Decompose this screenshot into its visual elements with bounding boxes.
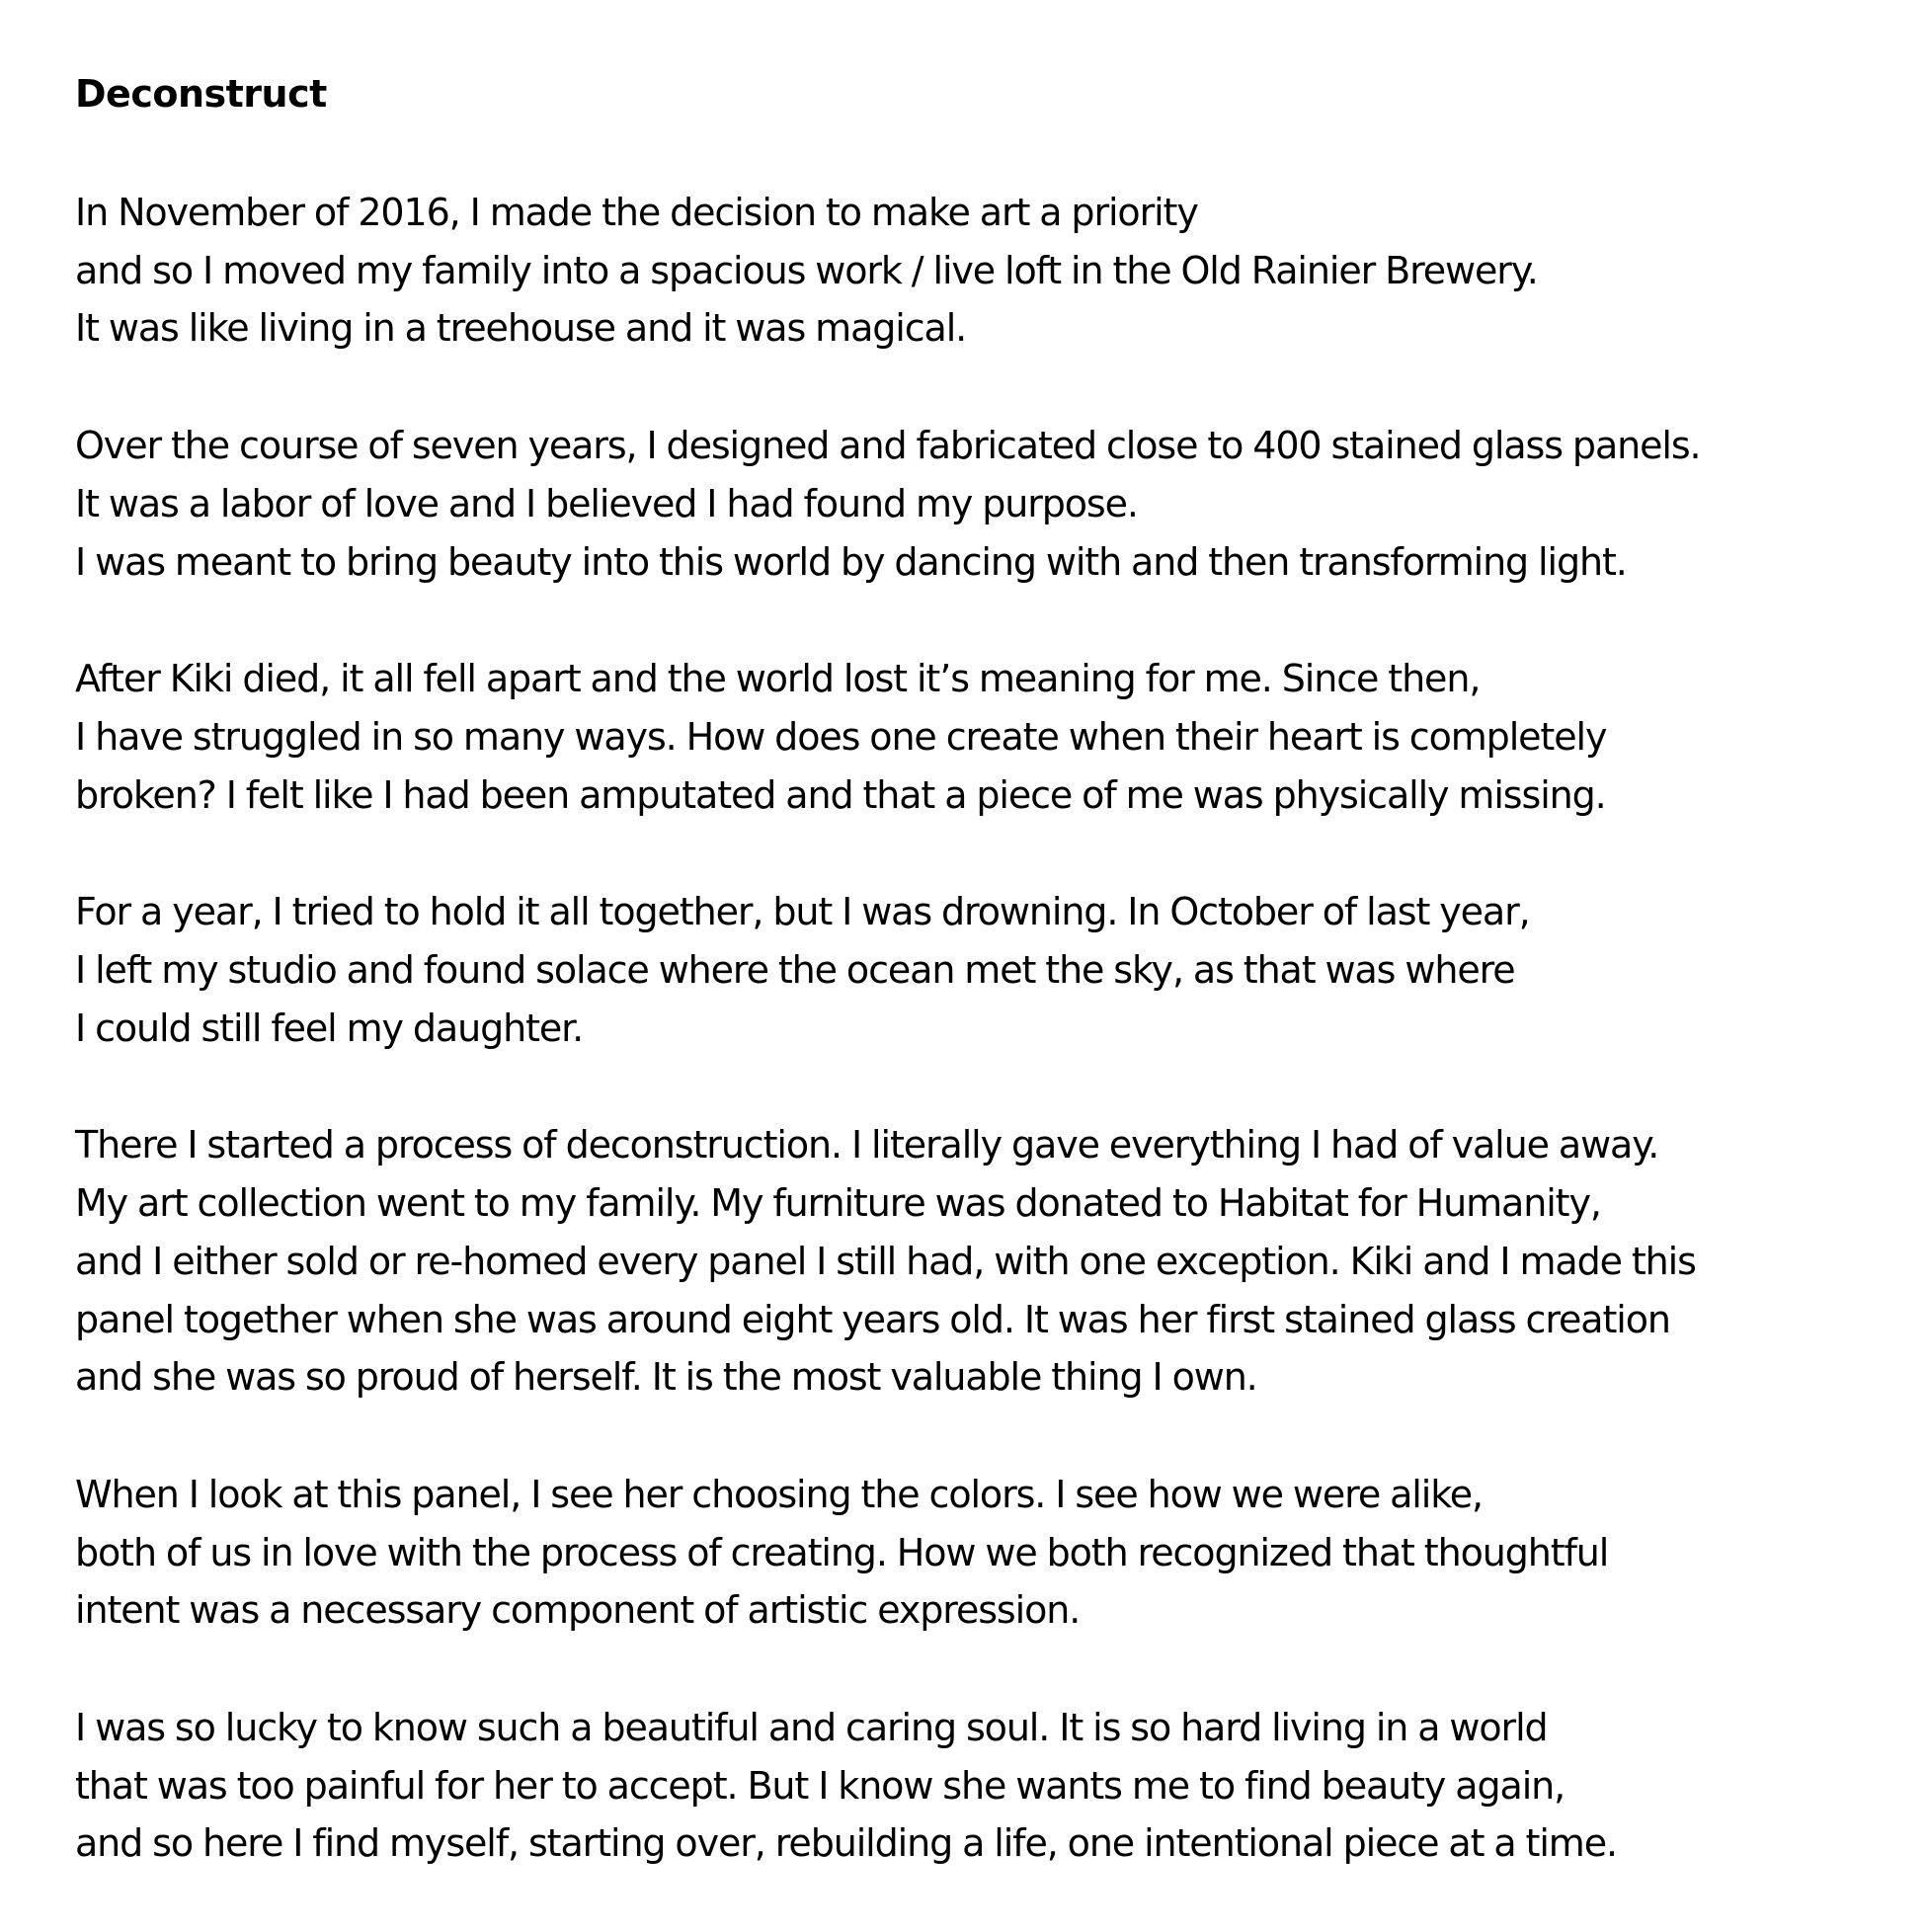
paragraph-4 (75, 883, 1912, 1057)
paragraph-2 (75, 417, 1912, 591)
document (75, 69, 1912, 1932)
text-line: and so I moved my family into a spacious work / live loft in the Old Rainier Brewery. (75, 248, 1538, 292)
paragraph-6 (75, 1466, 1912, 1640)
text-line: In November of 2016, I made the decision to make art a priority (75, 191, 1198, 234)
text-line: Over the course of seven years, I designed and fabricated close to 400 stained glass panels. (75, 424, 1701, 468)
text-line: It was a labor of love and I believed I had found my purpose. (75, 481, 1138, 525)
paragraph-3 (75, 650, 1912, 824)
text-line: and so here I find myself, starting over, rebuilding a life, one intentional piece at a time. (75, 1821, 1617, 1866)
text-line: that was too painful for her to accept. But I know she wants me to find beauty again, (75, 1763, 1565, 1808)
text-line: For a year, I tried to hold it all together, but I was drowning. In October of last year, (75, 890, 1530, 934)
text-line: broken? I felt like I had been amputated and that a piece of me was physically missing. (75, 772, 1606, 817)
text-line: After Kiki died, it all fell apart and the world lost it’s meaning for me. Since then, (75, 657, 1481, 701)
text-line: When I look at this panel, I see her choosing the colors. I see how we were alike, (75, 1472, 1484, 1516)
text-line: I could still feel my daughter. (75, 1006, 584, 1050)
text-line: and she was so proud of herself. It is the most valuable thing I own. (75, 1355, 1257, 1400)
text-line: intent was a necessary component of artistic expression. (75, 1588, 1081, 1633)
paragraph-7 (75, 1699, 1912, 1873)
page-title: Deconstruct (75, 72, 327, 116)
text-line: panel together when she was around eight years old. It was her first stained glass creation (75, 1297, 1670, 1341)
text-line: It was like living in a treehouse and it was magical. (75, 306, 967, 351)
text-line: I was so lucky to know such a beautiful and caring soul. It is so hard living in a world (75, 1706, 1548, 1750)
text-line: both of us in love with the process of creating. How we both recognized that thoughtful (75, 1530, 1609, 1574)
text-line: I left my studio and found solace where the ocean met the sky, as that was where (75, 948, 1515, 993)
text-line: I was meant to bring beauty into this world by dancing with and then transforming light. (75, 539, 1627, 584)
text-line: My art collection went to my family. My furniture was donated to Habitat for Humanity, (75, 1181, 1601, 1226)
text-line: I have struggled in so many ways. How does one create when their heart is completely (75, 714, 1607, 759)
text-line: and I either sold or re-homed every panel I still had, with one exception. Kiki and I made this (75, 1239, 1696, 1283)
text-line: There I started a process of deconstruction. I literally gave everything I had of value away. (75, 1123, 1659, 1167)
paragraph-5 (75, 1116, 1912, 1407)
paragraph-1 (75, 184, 1912, 358)
